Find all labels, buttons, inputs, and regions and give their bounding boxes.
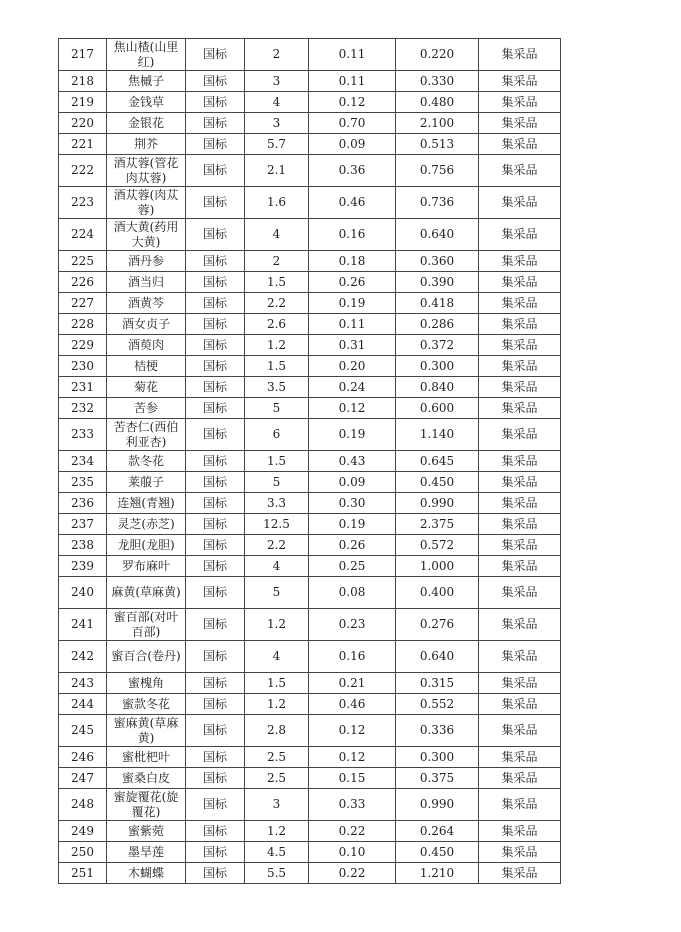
amount-cell: 0.336: [396, 715, 479, 747]
category-cell: 集采品: [479, 641, 561, 673]
category-cell: 集采品: [479, 219, 561, 251]
herb-name-cell: 罗布麻叶: [107, 556, 186, 577]
table-row: [59, 715, 561, 747]
category-cell: 集采品: [479, 863, 561, 884]
category-cell: 集采品: [479, 609, 561, 641]
category-cell: 集采品: [479, 419, 561, 451]
unit-price-cell: 0.46: [309, 187, 396, 219]
herb-name-cell: 酒大黄(药用大黄): [107, 219, 186, 251]
herb-name-cell: 酒丹参: [107, 251, 186, 272]
row-number-cell: 236: [59, 493, 107, 514]
category-cell: 集采品: [479, 272, 561, 293]
unit-price-cell: 0.31: [309, 335, 396, 356]
herb-name-cell: 麻黄(草麻黄): [107, 577, 186, 609]
unit-price-cell: 0.33: [309, 789, 396, 821]
category-cell: 集采品: [479, 673, 561, 694]
unit-price-cell: 0.24: [309, 377, 396, 398]
category-cell: 集采品: [479, 514, 561, 535]
quantity-cell: 2.6: [245, 314, 309, 335]
herb-name-cell: 蜜紫菀: [107, 821, 186, 842]
quantity-cell: 1.5: [245, 451, 309, 472]
table-row: [59, 39, 561, 71]
table-row: [59, 314, 561, 335]
category-cell: 集采品: [479, 472, 561, 493]
table-row: [59, 113, 561, 134]
category-cell: 集采品: [479, 451, 561, 472]
table-row: [59, 92, 561, 113]
herb-name-cell: 菊花: [107, 377, 186, 398]
standard-cell: 国标: [186, 419, 245, 451]
row-number-cell: 217: [59, 39, 107, 71]
category-cell: 集采品: [479, 187, 561, 219]
amount-cell: 0.572: [396, 535, 479, 556]
row-number-cell: 240: [59, 577, 107, 609]
herb-name-cell: 款冬花: [107, 451, 186, 472]
category-cell: 集采品: [479, 789, 561, 821]
table-row: [59, 842, 561, 863]
quantity-cell: 2: [245, 251, 309, 272]
category-cell: 集采品: [479, 251, 561, 272]
amount-cell: 0.375: [396, 768, 479, 789]
unit-price-cell: 0.12: [309, 92, 396, 113]
category-cell: 集采品: [479, 92, 561, 113]
table-row: [59, 609, 561, 641]
quantity-cell: 2.5: [245, 747, 309, 768]
unit-price-cell: 0.12: [309, 715, 396, 747]
standard-cell: 国标: [186, 863, 245, 884]
row-number-cell: 233: [59, 419, 107, 451]
quantity-cell: 2.2: [245, 293, 309, 314]
quantity-cell: 2.1: [245, 155, 309, 187]
amount-cell: 0.513: [396, 134, 479, 155]
category-cell: 集采品: [479, 335, 561, 356]
amount-cell: 0.300: [396, 356, 479, 377]
table-row: [59, 768, 561, 789]
row-number-cell: 222: [59, 155, 107, 187]
category-cell: 集采品: [479, 113, 561, 134]
table-row: [59, 493, 561, 514]
unit-price-cell: 0.08: [309, 577, 396, 609]
unit-price-cell: 0.26: [309, 272, 396, 293]
standard-cell: 国标: [186, 493, 245, 514]
table-row: [59, 747, 561, 768]
herb-name-cell: 金钱草: [107, 92, 186, 113]
row-number-cell: 238: [59, 535, 107, 556]
quantity-cell: 2.2: [245, 535, 309, 556]
category-cell: 集采品: [479, 577, 561, 609]
amount-cell: 1.140: [396, 419, 479, 451]
quantity-cell: 3: [245, 113, 309, 134]
unit-price-cell: 0.19: [309, 419, 396, 451]
standard-cell: 国标: [186, 398, 245, 419]
quantity-cell: 5: [245, 472, 309, 493]
herb-name-cell: 酒女贞子: [107, 314, 186, 335]
unit-price-cell: 0.70: [309, 113, 396, 134]
standard-cell: 国标: [186, 747, 245, 768]
row-number-cell: 251: [59, 863, 107, 884]
unit-price-cell: 0.21: [309, 673, 396, 694]
amount-cell: 0.990: [396, 789, 479, 821]
quantity-cell: 1.5: [245, 272, 309, 293]
table-row: [59, 356, 561, 377]
herb-name-cell: 莱菔子: [107, 472, 186, 493]
unit-price-cell: 0.12: [309, 398, 396, 419]
amount-cell: 0.220: [396, 39, 479, 71]
amount-cell: 0.315: [396, 673, 479, 694]
standard-cell: 国标: [186, 789, 245, 821]
standard-cell: 国标: [186, 293, 245, 314]
row-number-cell: 237: [59, 514, 107, 535]
row-number-cell: 227: [59, 293, 107, 314]
amount-cell: 0.480: [396, 92, 479, 113]
table-row: [59, 556, 561, 577]
standard-cell: 国标: [186, 577, 245, 609]
quantity-cell: 1.2: [245, 694, 309, 715]
unit-price-cell: 0.22: [309, 863, 396, 884]
category-cell: 集采品: [479, 535, 561, 556]
standard-cell: 国标: [186, 715, 245, 747]
amount-cell: 0.418: [396, 293, 479, 314]
table-row: [59, 789, 561, 821]
row-number-cell: 234: [59, 451, 107, 472]
unit-price-cell: 0.43: [309, 451, 396, 472]
quantity-cell: 4.5: [245, 842, 309, 863]
table-row: [59, 535, 561, 556]
row-number-cell: 230: [59, 356, 107, 377]
category-cell: 集采品: [479, 747, 561, 768]
row-number-cell: 229: [59, 335, 107, 356]
row-number-cell: 228: [59, 314, 107, 335]
herb-name-cell: 蜜麻黄(草麻黄): [107, 715, 186, 747]
unit-price-cell: 0.11: [309, 71, 396, 92]
herb-name-cell: 蜜百合(卷丹): [107, 641, 186, 673]
herb-price-table: [58, 38, 561, 884]
standard-cell: 国标: [186, 673, 245, 694]
herb-name-cell: 灵芝(赤芝): [107, 514, 186, 535]
amount-cell: 0.552: [396, 694, 479, 715]
unit-price-cell: 0.09: [309, 134, 396, 155]
row-number-cell: 243: [59, 673, 107, 694]
unit-price-cell: 0.20: [309, 356, 396, 377]
row-number-cell: 245: [59, 715, 107, 747]
quantity-cell: 4: [245, 219, 309, 251]
herb-name-cell: 苦参: [107, 398, 186, 419]
category-cell: 集采品: [479, 715, 561, 747]
unit-price-cell: 0.16: [309, 641, 396, 673]
standard-cell: 国标: [186, 335, 245, 356]
amount-cell: 0.600: [396, 398, 479, 419]
standard-cell: 国标: [186, 219, 245, 251]
unit-price-cell: 0.18: [309, 251, 396, 272]
category-cell: 集采品: [479, 493, 561, 514]
row-number-cell: 241: [59, 609, 107, 641]
row-number-cell: 220: [59, 113, 107, 134]
category-cell: 集采品: [479, 39, 561, 71]
unit-price-cell: 0.46: [309, 694, 396, 715]
category-cell: 集采品: [479, 71, 561, 92]
row-number-cell: 235: [59, 472, 107, 493]
amount-cell: 0.990: [396, 493, 479, 514]
standard-cell: 国标: [186, 514, 245, 535]
unit-price-cell: 0.16: [309, 219, 396, 251]
unit-price-cell: 0.10: [309, 842, 396, 863]
amount-cell: 0.640: [396, 219, 479, 251]
row-number-cell: 249: [59, 821, 107, 842]
table-row: [59, 71, 561, 92]
row-number-cell: 247: [59, 768, 107, 789]
amount-cell: 2.375: [396, 514, 479, 535]
category-cell: 集采品: [479, 398, 561, 419]
row-number-cell: 248: [59, 789, 107, 821]
amount-cell: 0.360: [396, 251, 479, 272]
herb-name-cell: 酒萸肉: [107, 335, 186, 356]
table-row: [59, 134, 561, 155]
row-number-cell: 221: [59, 134, 107, 155]
quantity-cell: 4: [245, 92, 309, 113]
quantity-cell: 1.2: [245, 335, 309, 356]
table-row: [59, 419, 561, 451]
amount-cell: 0.276: [396, 609, 479, 641]
table-row: [59, 219, 561, 251]
table-row: [59, 155, 561, 187]
quantity-cell: 3.5: [245, 377, 309, 398]
category-cell: 集采品: [479, 377, 561, 398]
standard-cell: 国标: [186, 251, 245, 272]
amount-cell: 1.000: [396, 556, 479, 577]
amount-cell: 0.264: [396, 821, 479, 842]
herb-name-cell: 桔梗: [107, 356, 186, 377]
unit-price-cell: 0.25: [309, 556, 396, 577]
quantity-cell: 3: [245, 71, 309, 92]
standard-cell: 国标: [186, 842, 245, 863]
amount-cell: 0.840: [396, 377, 479, 398]
herb-name-cell: 龙胆(龙胆): [107, 535, 186, 556]
standard-cell: 国标: [186, 641, 245, 673]
row-number-cell: 231: [59, 377, 107, 398]
herb-name-cell: 焦槭子: [107, 71, 186, 92]
standard-cell: 国标: [186, 535, 245, 556]
category-cell: 集采品: [479, 821, 561, 842]
quantity-cell: 2: [245, 39, 309, 71]
unit-price-cell: 0.15: [309, 768, 396, 789]
standard-cell: 国标: [186, 272, 245, 293]
table-row: [59, 577, 561, 609]
table-row: [59, 293, 561, 314]
standard-cell: 国标: [186, 821, 245, 842]
table-row: [59, 335, 561, 356]
quantity-cell: 2.8: [245, 715, 309, 747]
table-row: [59, 272, 561, 293]
quantity-cell: 1.2: [245, 821, 309, 842]
quantity-cell: 6: [245, 419, 309, 451]
standard-cell: 国标: [186, 39, 245, 71]
table-row: [59, 251, 561, 272]
table-row: [59, 673, 561, 694]
herb-name-cell: 连翘(青翘): [107, 493, 186, 514]
amount-cell: 0.450: [396, 472, 479, 493]
category-cell: 集采品: [479, 155, 561, 187]
quantity-cell: 1.5: [245, 673, 309, 694]
quantity-cell: 1.2: [245, 609, 309, 641]
amount-cell: 0.645: [396, 451, 479, 472]
standard-cell: 国标: [186, 377, 245, 398]
amount-cell: 0.640: [396, 641, 479, 673]
unit-price-cell: 0.36: [309, 155, 396, 187]
amount-cell: 1.210: [396, 863, 479, 884]
table-row: [59, 398, 561, 419]
category-cell: 集采品: [479, 694, 561, 715]
table-row: [59, 187, 561, 219]
row-number-cell: 250: [59, 842, 107, 863]
unit-price-cell: 0.30: [309, 493, 396, 514]
table-row: [59, 377, 561, 398]
standard-cell: 国标: [186, 134, 245, 155]
standard-cell: 国标: [186, 472, 245, 493]
row-number-cell: 242: [59, 641, 107, 673]
amount-cell: 2.100: [396, 113, 479, 134]
amount-cell: 0.372: [396, 335, 479, 356]
category-cell: 集采品: [479, 556, 561, 577]
standard-cell: 国标: [186, 556, 245, 577]
unit-price-cell: 0.12: [309, 747, 396, 768]
standard-cell: 国标: [186, 694, 245, 715]
quantity-cell: 5: [245, 577, 309, 609]
amount-cell: 0.756: [396, 155, 479, 187]
standard-cell: 国标: [186, 92, 245, 113]
standard-cell: 国标: [186, 71, 245, 92]
amount-cell: 0.330: [396, 71, 479, 92]
quantity-cell: 1.5: [245, 356, 309, 377]
row-number-cell: 244: [59, 694, 107, 715]
category-cell: 集采品: [479, 134, 561, 155]
row-number-cell: 223: [59, 187, 107, 219]
row-number-cell: 219: [59, 92, 107, 113]
table-row: [59, 451, 561, 472]
category-cell: 集采品: [479, 356, 561, 377]
amount-cell: 0.300: [396, 747, 479, 768]
herb-name-cell: 酒苁蓉(肉苁蓉): [107, 187, 186, 219]
herb-name-cell: 蜜旋覆花(旋覆花): [107, 789, 186, 821]
standard-cell: 国标: [186, 314, 245, 335]
category-cell: 集采品: [479, 842, 561, 863]
unit-price-cell: 0.09: [309, 472, 396, 493]
quantity-cell: 12.5: [245, 514, 309, 535]
herb-name-cell: 荆芥: [107, 134, 186, 155]
table-row: [59, 641, 561, 673]
herb-name-cell: 蜜百部(对叶百部): [107, 609, 186, 641]
unit-price-cell: 0.19: [309, 293, 396, 314]
table-body: [59, 39, 561, 884]
row-number-cell: 218: [59, 71, 107, 92]
herb-name-cell: 金银花: [107, 113, 186, 134]
amount-cell: 0.450: [396, 842, 479, 863]
table-row: [59, 863, 561, 884]
category-cell: 集采品: [479, 768, 561, 789]
unit-price-cell: 0.23: [309, 609, 396, 641]
row-number-cell: 224: [59, 219, 107, 251]
quantity-cell: 3.3: [245, 493, 309, 514]
quantity-cell: 2.5: [245, 768, 309, 789]
standard-cell: 国标: [186, 768, 245, 789]
quantity-cell: 4: [245, 556, 309, 577]
herb-name-cell: 蜜桑白皮: [107, 768, 186, 789]
herb-name-cell: 焦山楂(山里红): [107, 39, 186, 71]
quantity-cell: 5.5: [245, 863, 309, 884]
amount-cell: 0.400: [396, 577, 479, 609]
standard-cell: 国标: [186, 356, 245, 377]
standard-cell: 国标: [186, 609, 245, 641]
table-row: [59, 514, 561, 535]
table-row: [59, 472, 561, 493]
table-row: [59, 694, 561, 715]
quantity-cell: 3: [245, 789, 309, 821]
herb-name-cell: 酒苁蓉(管花肉苁蓉): [107, 155, 186, 187]
standard-cell: 国标: [186, 113, 245, 134]
herb-name-cell: 蜜槐角: [107, 673, 186, 694]
row-number-cell: 246: [59, 747, 107, 768]
amount-cell: 0.736: [396, 187, 479, 219]
unit-price-cell: 0.11: [309, 39, 396, 71]
amount-cell: 0.390: [396, 272, 479, 293]
herb-name-cell: 蜜枇杷叶: [107, 747, 186, 768]
row-number-cell: 226: [59, 272, 107, 293]
herb-name-cell: 木蝴蝶: [107, 863, 186, 884]
table-row: [59, 821, 561, 842]
herb-name-cell: 酒黄芩: [107, 293, 186, 314]
unit-price-cell: 0.22: [309, 821, 396, 842]
row-number-cell: 232: [59, 398, 107, 419]
category-cell: 集采品: [479, 314, 561, 335]
category-cell: 集采品: [479, 293, 561, 314]
quantity-cell: 5.7: [245, 134, 309, 155]
row-number-cell: 225: [59, 251, 107, 272]
herb-name-cell: 墨旱莲: [107, 842, 186, 863]
row-number-cell: 239: [59, 556, 107, 577]
herb-name-cell: 苦杏仁(西伯利亚杏): [107, 419, 186, 451]
standard-cell: 国标: [186, 187, 245, 219]
unit-price-cell: 0.11: [309, 314, 396, 335]
quantity-cell: 1.6: [245, 187, 309, 219]
quantity-cell: 5: [245, 398, 309, 419]
quantity-cell: 4: [245, 641, 309, 673]
herb-name-cell: 酒当归: [107, 272, 186, 293]
herb-name-cell: 蜜款冬花: [107, 694, 186, 715]
standard-cell: 国标: [186, 155, 245, 187]
amount-cell: 0.286: [396, 314, 479, 335]
standard-cell: 国标: [186, 451, 245, 472]
unit-price-cell: 0.26: [309, 535, 396, 556]
unit-price-cell: 0.19: [309, 514, 396, 535]
